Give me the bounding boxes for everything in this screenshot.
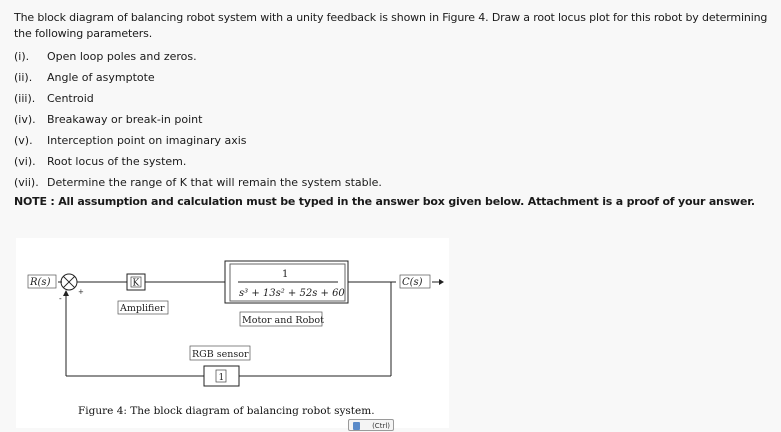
list-item <box>14 130 774 151</box>
item-text: Open loop poles and zeros. <box>47 49 197 63</box>
list-item <box>14 151 774 172</box>
amplifier-label: Amplifier <box>120 303 165 314</box>
item-number: (iv). <box>14 112 36 126</box>
figure-caption: Figure 4: The block diagram of balancing robot system. <box>78 405 375 417</box>
feedback-arrowhead <box>63 290 69 296</box>
block-diagram-figure <box>16 238 449 428</box>
sensor-label: RGB sensor <box>192 349 249 360</box>
list-item <box>14 109 774 130</box>
item-text: Centroid <box>47 91 94 105</box>
minus-sign: - <box>59 294 62 303</box>
clipboard-icon <box>353 422 360 430</box>
item-number: (ii). <box>14 70 33 84</box>
paste-button-label: (Ctrl) <box>372 422 390 430</box>
input-label: R(s) <box>30 277 51 288</box>
list-item <box>14 67 774 88</box>
output-label: C(s) <box>402 277 423 288</box>
plant-label: Motor and Robot <box>242 315 324 326</box>
item-number: (i). <box>14 49 30 63</box>
item-number: (v). <box>14 133 33 147</box>
amplifier-symbol: K <box>132 278 140 289</box>
item-text: Root locus of the system. <box>47 154 187 168</box>
paste-options-button[interactable] <box>348 419 394 431</box>
block-diagram <box>16 238 449 428</box>
item-text: Breakaway or break-in point <box>47 112 203 126</box>
item-text: Determine the range of K that will remain the system stable. <box>47 175 382 189</box>
output-arrowhead <box>439 279 444 285</box>
item-number: (vii). <box>14 175 39 189</box>
list-item <box>14 88 774 109</box>
item-number: (vi). <box>14 154 36 168</box>
plant-denominator: s³ + 13s² + 52s + 60 <box>239 288 345 299</box>
question-text <box>14 10 774 210</box>
plant-numerator: 1 <box>282 269 289 280</box>
list-item <box>14 172 774 193</box>
list-item <box>14 46 774 67</box>
parameter-list <box>14 46 774 193</box>
item-text: Angle of asymptote <box>47 70 155 84</box>
question-intro: The block diagram of balancing robot system with a unity feedback is shown in Figure 4. Draw a root locus plot for this robot by determining the following parameters. <box>14 11 768 40</box>
item-number: (iii). <box>14 91 36 105</box>
sensor-symbol: 1 <box>218 373 225 383</box>
plus-sign: + <box>78 288 84 296</box>
note-text: NOTE : All assumption and calculation must be typed in the answer box given below. Attachment is a proof of your answer. <box>14 195 755 208</box>
item-text: Interception point on imaginary axis <box>47 133 247 147</box>
